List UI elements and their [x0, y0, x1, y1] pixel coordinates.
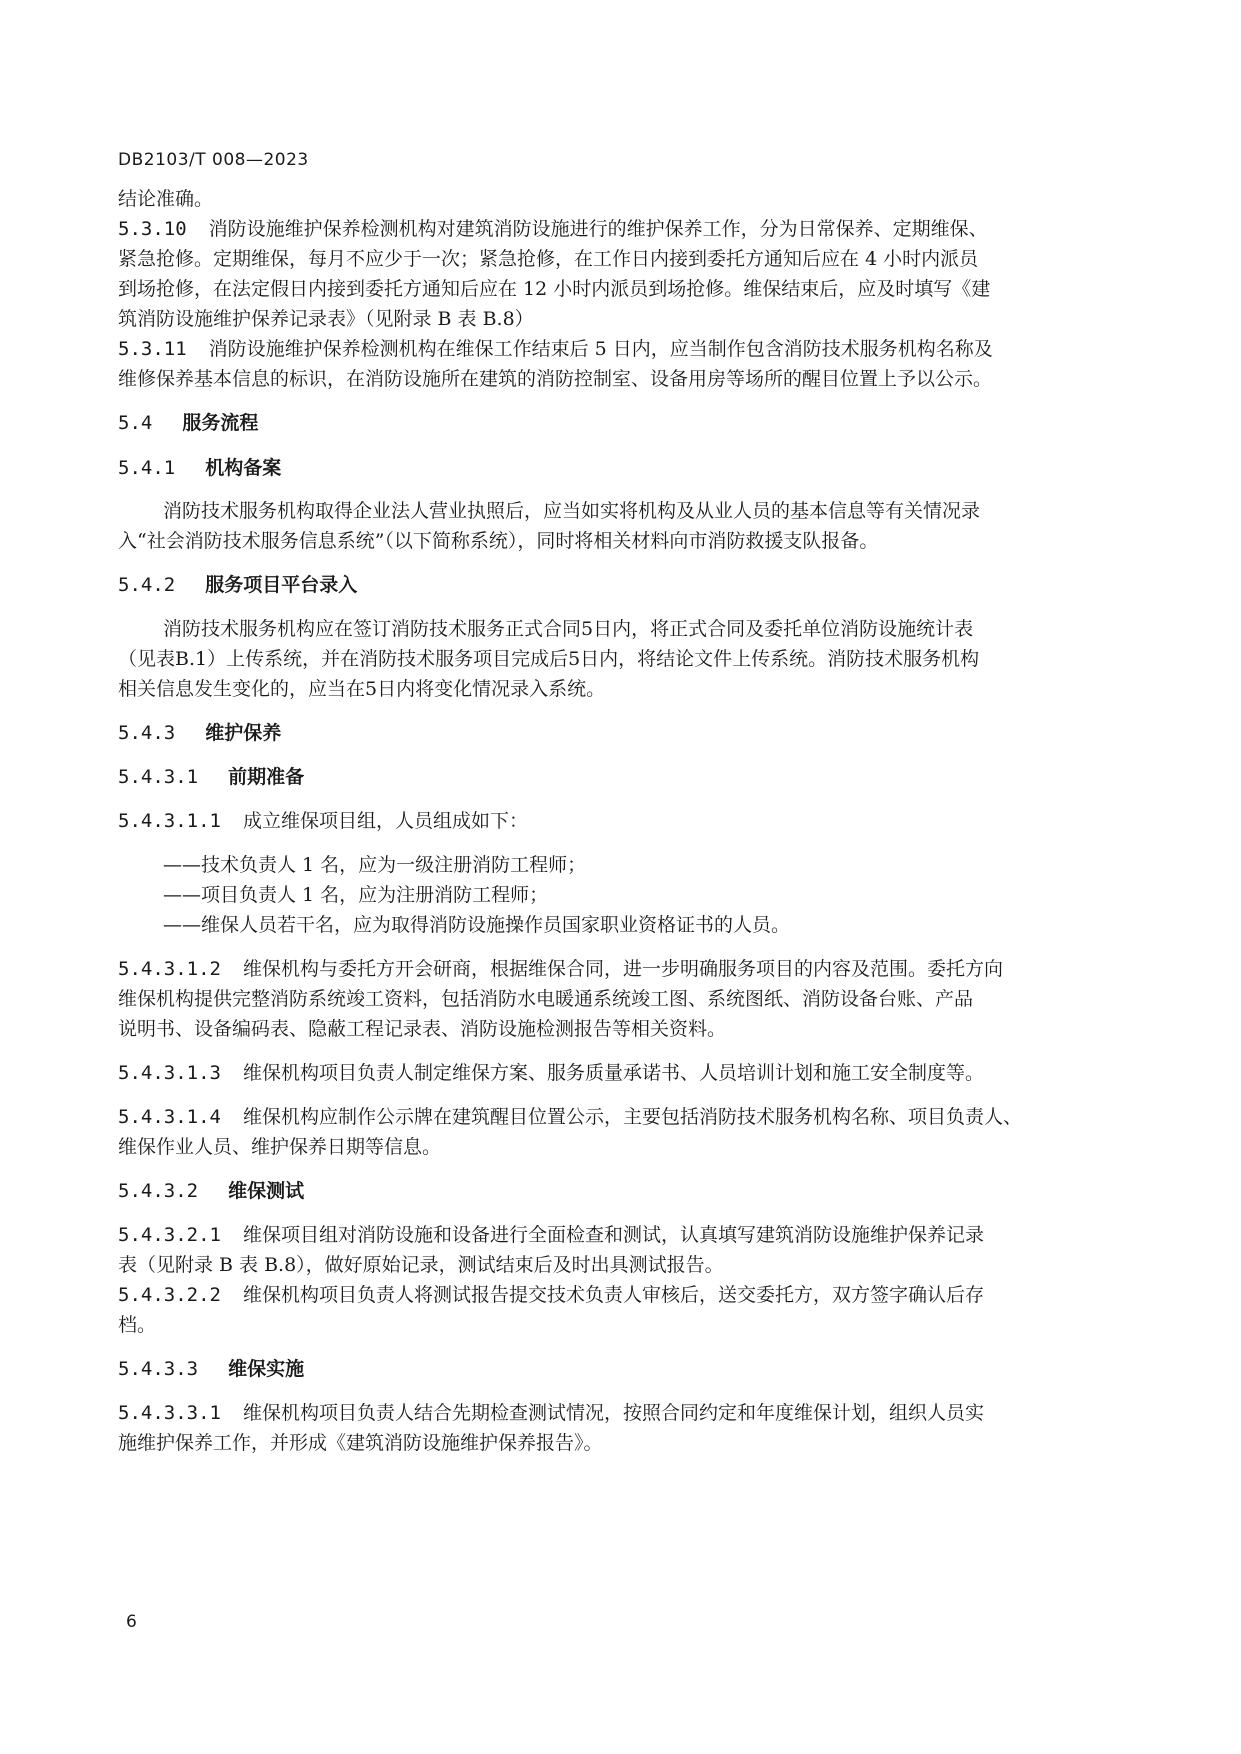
- text-line: 维保作业人员、维护保养日期等信息。: [118, 1136, 442, 1158]
- heading-number: 5.4.3.2: [118, 1180, 199, 1202]
- clause-number: 5.4.3.3.1: [118, 1402, 221, 1424]
- heading-5-4-3-1: [118, 762, 304, 792]
- heading-5-4-2: [118, 570, 357, 600]
- heading-text: 服务项目平台录入: [205, 574, 358, 596]
- clause-5-4-3-1-1: [118, 806, 1128, 836]
- clause-text: 消防设施维护保养检测机构对建筑消防设施进行的维护保养工作，分为日常保养、定期维保、: [208, 218, 988, 240]
- clause-number: 5.4.3.2.1: [118, 1224, 221, 1246]
- list-item: ——维保人员若干名，应为取得消防设施操作员国家职业资格证书的人员。: [163, 914, 791, 936]
- clause-number: 5.4.3.1.1: [118, 810, 221, 832]
- clause-5-4-3-2-1: [118, 1220, 1128, 1250]
- page-number: 6: [126, 1612, 137, 1632]
- heading-5-4: [118, 408, 258, 438]
- heading-number: 5.4.3.3: [118, 1358, 199, 1380]
- clause-5-4-3-3-1: [118, 1398, 1128, 1428]
- clause-text: 成立维保项目组，人员组成如下：: [242, 810, 528, 832]
- clause-5-4-3-2-2: [118, 1280, 1128, 1310]
- text-line: 结论准确。: [118, 188, 214, 210]
- clause-number: 5.3.11: [118, 338, 187, 360]
- heading-number: 5.4: [118, 412, 153, 434]
- text-line: 维修保养基本信息的标识，在消防设施所在建筑的消防控制室、设备用房等场所的醒目位置上予以公示。: [118, 368, 993, 390]
- text-line: 施维护保养工作，并形成《建筑消防设施维护保养报告》。: [118, 1432, 603, 1454]
- list-item: ——项目负责人 1 名，应为注册消防工程师；: [163, 884, 549, 906]
- clause-text: 维保机构与委托方开会研商，根据维保合同，进一步明确服务项目的内容及范围。委托方向: [242, 958, 1003, 980]
- clause-5-4-3-1-3: [118, 1058, 1128, 1088]
- text-line: 紧急抢修。定期维保，每月不应少于一次；紧急抢修，在工作日内接到委托方通知后应在 4 小时内派员: [118, 248, 979, 270]
- clause-5-4-3-1-4: [118, 1102, 1128, 1132]
- heading-text: 维护保养: [205, 722, 282, 744]
- text-line: 筑消防设施维护保养记录表》（见附录 B 表 B.8）: [118, 308, 534, 330]
- clause-text: 消防设施维护保养检测机构在维保工作结束后 5 日内，应当制作包含消防技术服务机构名称及: [208, 338, 993, 360]
- clause-number: 5.4.3.1.4: [118, 1106, 221, 1128]
- clause-5-3-11: [118, 334, 1128, 364]
- clause-5-3-10: [118, 214, 1128, 244]
- clause-text: 维保机构项目负责人结合先期检查测试情况，按照合同约定和年度维保计划，组织人员实: [242, 1402, 984, 1424]
- clause-number: 5.3.10: [118, 218, 187, 240]
- heading-text: 机构备案: [205, 457, 282, 479]
- heading-number: 5.4.1: [118, 457, 176, 479]
- text-line: 相关信息发生变化的，应当在5日内将变化情况录入系统。: [118, 678, 606, 700]
- heading-5-4-3-2: [118, 1176, 304, 1206]
- heading-text: 服务流程: [182, 412, 259, 434]
- text-line: 消防技术服务机构应在签订消防技术服务正式合同5日内，将正式合同及委托单位消防设施统计表: [163, 618, 974, 640]
- heading-number: 5.4.3.1: [118, 766, 199, 788]
- heading-text: 维保实施: [228, 1358, 305, 1380]
- text-line: 到场抢修，在法定假日内接到委托方通知后应在 12 小时内派员到场抢修。维保结束后，应及时填写《建: [118, 278, 991, 300]
- heading-5-4-1: [118, 453, 281, 483]
- heading-5-4-3: [118, 718, 281, 748]
- text-line: 入“社会消防技术服务信息系统”（以下简称系统），同时将相关材料向市消防救援支队报备。: [118, 530, 879, 552]
- clause-text: 维保机构项目负责人制定维保方案、服务质量承诺书、人员培训计划和施工安全制度等。: [242, 1062, 984, 1084]
- text-line: 档。: [118, 1314, 157, 1336]
- heading-number: 5.4.2: [118, 574, 176, 596]
- clause-text: 维保项目组对消防设施和设备进行全面检查和测试，认真填写建筑消防设施维护保养记录: [242, 1224, 984, 1246]
- clause-number: 5.4.3.1.3: [118, 1062, 221, 1084]
- text-line: 消防技术服务机构取得企业法人营业执照后，应当如实将机构及从业人员的基本信息等有关情况录: [163, 500, 981, 522]
- clause-number: 5.4.3.1.2: [118, 958, 221, 980]
- clause-number: 5.4.3.2.2: [118, 1284, 221, 1306]
- heading-5-4-3-3: [118, 1354, 304, 1384]
- clause-text: 维保机构项目负责人将测试报告提交技术负责人审核后，送交委托方，双方签字确认后存: [242, 1284, 984, 1306]
- text-line: 表（见附录 B 表 B.8），做好原始记录，测试结束后及时出具测试报告。: [118, 1254, 724, 1276]
- text-line: （见表B.1）上传系统，并在消防技术服务项目完成后5日内，将结论文件上传系统。消防技术服务机构: [118, 648, 980, 670]
- clause-text: 维保机构应制作公示牌在建筑醒目位置公示，主要包括消防技术服务机构名称、项目负责人、: [242, 1106, 1022, 1128]
- clause-5-4-3-1-2: [118, 954, 1128, 984]
- text-line: 维保机构提供完整消防系统竣工资料，包括消防水电暖通系统竣工图、系统图纸、消防设备台账、产品: [118, 988, 974, 1010]
- document-code: DB2103/T 008—2023: [118, 150, 309, 170]
- list-item: ——技术负责人 1 名，应为一级注册消防工程师；: [163, 854, 587, 876]
- heading-number: 5.4.3: [118, 722, 176, 744]
- heading-text: 前期准备: [228, 766, 305, 788]
- heading-text: 维保测试: [228, 1180, 305, 1202]
- text-line: 说明书、设备编码表、隐蔽工程记录表、消防设施检测报告等相关资料。: [118, 1018, 727, 1040]
